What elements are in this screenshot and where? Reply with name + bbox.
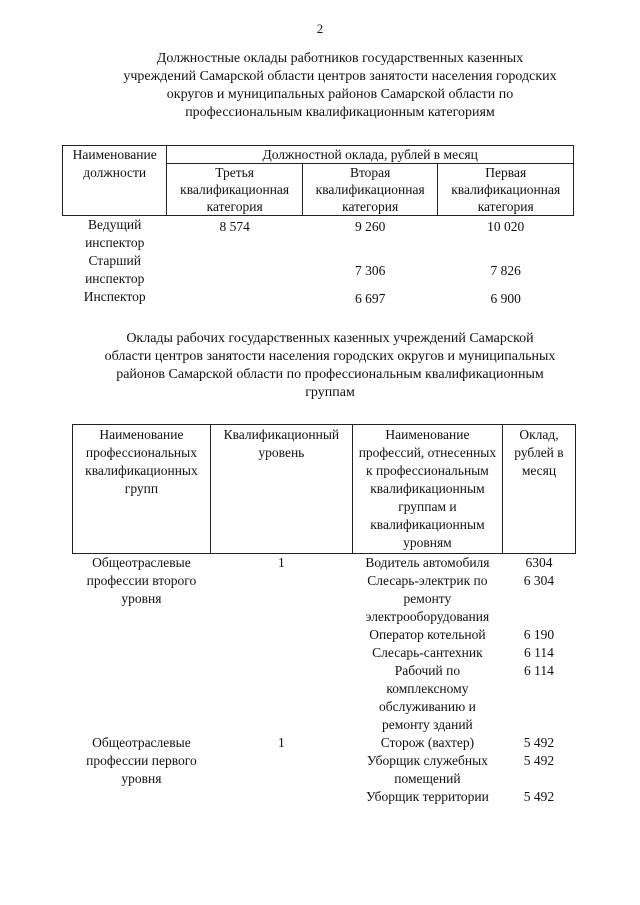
group-name: Общеотраслевые профессии первого уровня	[86, 735, 197, 786]
table-worker-salaries	[72, 424, 576, 806]
salary-value: 6304	[525, 555, 553, 570]
profession-name: Слесарь-электрик по ремонту электрооборудования	[365, 573, 490, 624]
salary-first: 6 900	[490, 291, 521, 306]
salary-value: 6 190	[523, 627, 555, 642]
group-name: Общеотраслевые профессии второго уровня	[86, 555, 197, 606]
salary-third	[167, 288, 303, 308]
salary-value: 6 114	[524, 663, 554, 678]
salary-second: 7 306	[354, 263, 386, 278]
header-level: Квалификационный уровень	[210, 425, 352, 554]
profession-name: Уборщик территории	[365, 789, 489, 804]
header-salary: Оклад, рублей в месяц	[502, 425, 575, 554]
profession-name: Сторож (вахтер)	[380, 735, 475, 750]
position-name: Инспектор	[83, 289, 146, 304]
header-category-third: Третья квалификационная категория	[167, 164, 303, 216]
qualification-level: 1	[278, 735, 285, 750]
heading-salaries-employees: Должностные оклады работников государственных казенных учреждений Самарской области центров занятости населения городских округов и муниципальных районов Самарской области по профессиональным квалификационным категориям	[123, 51, 557, 120]
salary-second: 9 260	[354, 219, 386, 234]
table-row	[63, 288, 574, 308]
header-position-name: Наименование должности	[63, 146, 167, 216]
qualification-level: 1	[278, 555, 285, 570]
profession-name: Рабочий по комплексному обслуживанию и ремонту зданий	[379, 663, 476, 732]
profession-name: Оператор котельной	[369, 627, 486, 642]
header-category-second: Вторая квалификационная категория	[302, 164, 438, 216]
profession-name: Слесарь-сантехник	[372, 645, 483, 660]
salary-first: 10 020	[487, 219, 525, 234]
header-profession: Наименование профессий, отнесенных к профессиональным квалификационным группам и квалификационным уровням	[352, 425, 502, 554]
profession-name: Водитель автомобиля	[365, 555, 490, 570]
header-group: Наименование профессиональных квалификационных групп	[73, 425, 211, 554]
table-row	[73, 734, 576, 752]
salary-first: 7 826	[490, 263, 521, 278]
table-row	[73, 554, 576, 573]
position-name: Ведущий инспектор	[85, 217, 145, 250]
salary-value: 5 492	[523, 789, 555, 804]
salary-value: 6 304	[523, 573, 555, 588]
page-number: 2	[316, 21, 324, 36]
position-name: Старший инспектор	[85, 253, 145, 286]
salary-value: 6 114	[524, 645, 554, 660]
salary-second: 6 697	[354, 291, 386, 306]
heading-salaries-workers: Оклады рабочих государственных казенных учреждений Самарской области центров занятости населения городских округов и муниципальных районов Самарской области по профессиональным квалификационным группам	[104, 331, 556, 400]
table-row	[63, 252, 574, 288]
profession-name: Уборщик служебных помещений	[366, 753, 488, 786]
salary-value: 5 492	[523, 753, 555, 768]
table-row	[63, 216, 574, 253]
header-category-first: Первая квалификационная категория	[438, 164, 574, 216]
header-salary: Должностной оклада, рублей в месяц	[167, 146, 574, 164]
salary-third: 8 574	[219, 219, 250, 234]
salary-value: 5 492	[523, 735, 555, 750]
table-employee-salaries	[62, 145, 574, 308]
salary-third	[167, 252, 303, 288]
